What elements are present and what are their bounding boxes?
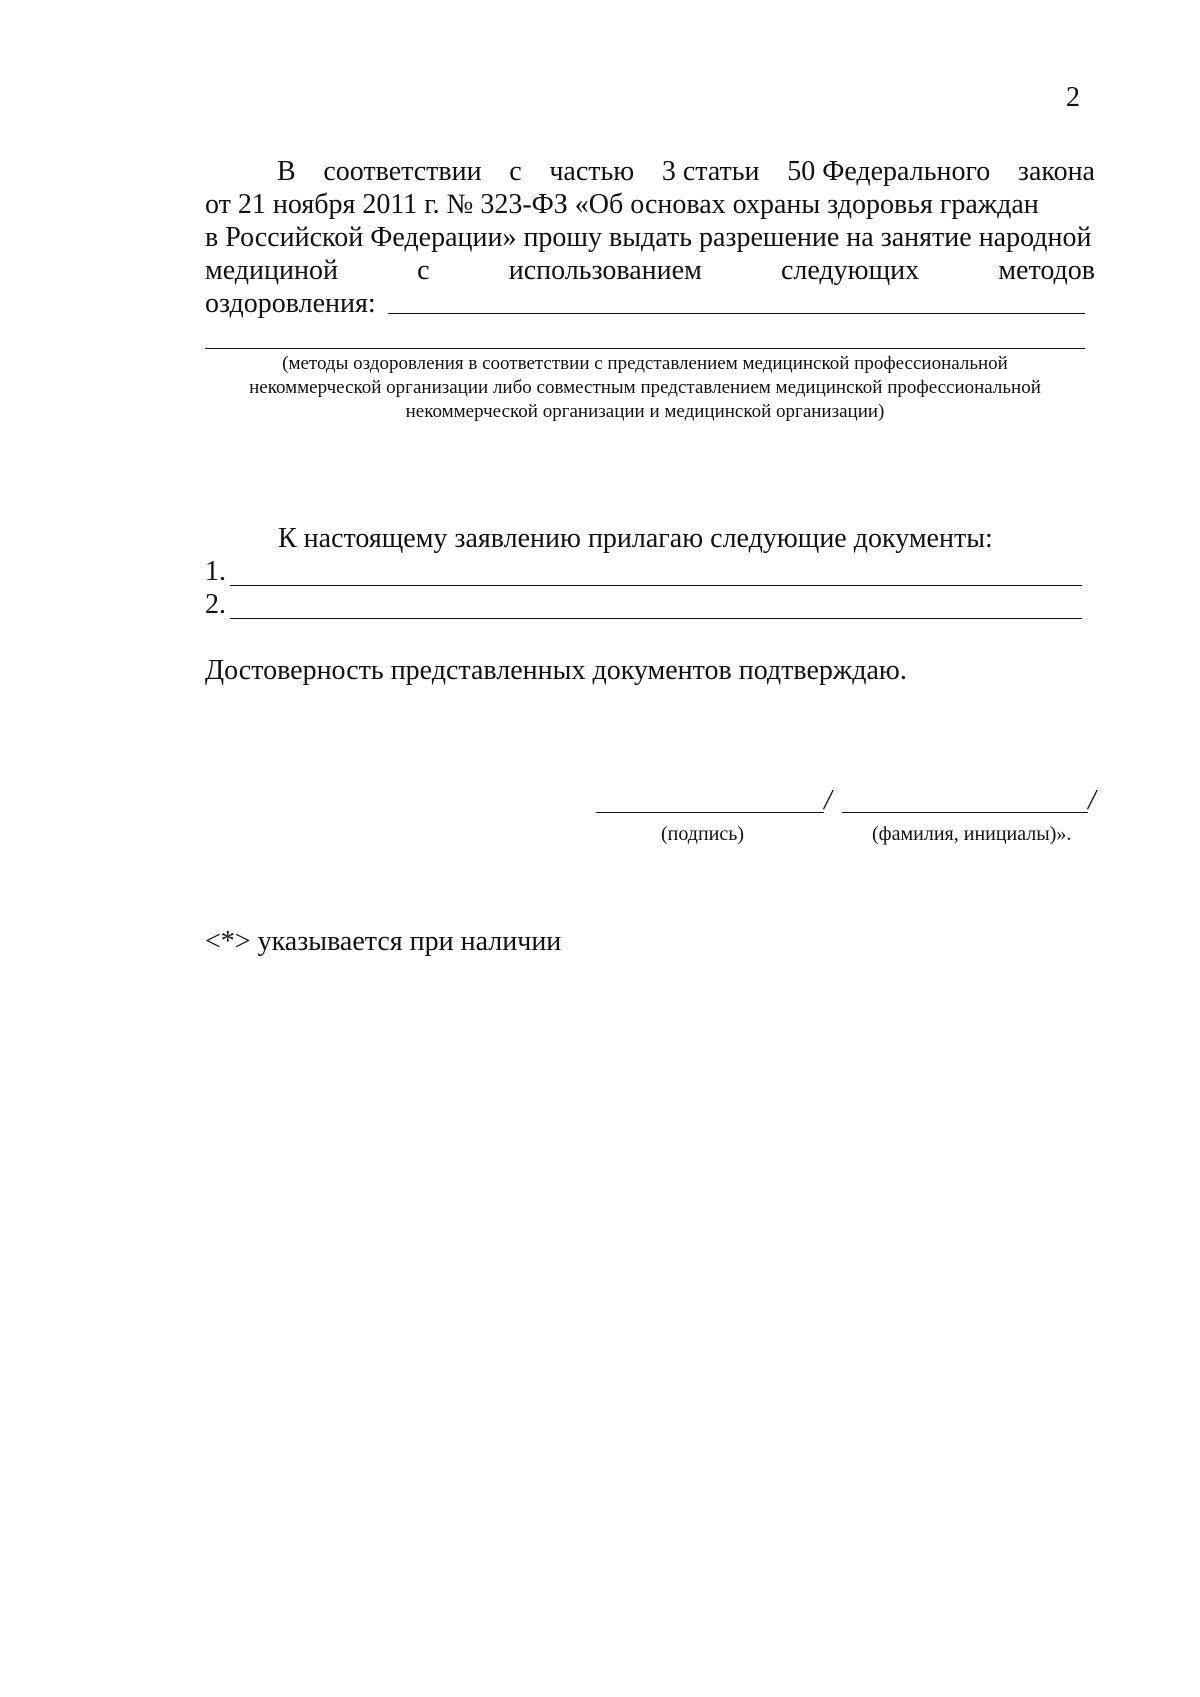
intro-word: методов	[998, 255, 1095, 286]
intro-word: частью	[549, 156, 635, 187]
attachment-item-number: 1.	[205, 556, 226, 587]
intro-line-1	[205, 156, 1095, 188]
name-line	[842, 812, 1088, 813]
intro-word: соответствии	[323, 156, 482, 187]
attachments-heading: К настоящему заявлению прилагаю следующие документы:	[278, 523, 993, 554]
intro-word: медициной	[205, 255, 338, 286]
methods-caption-line-3: некоммерческой организации и медицинской организации)	[405, 401, 885, 422]
signature-separator: /	[824, 785, 832, 816]
attachment-item-line	[230, 618, 1082, 619]
confirmation-text: Достоверность представленных документов подтверждаю.	[205, 655, 907, 686]
name-end-separator: /	[1088, 785, 1096, 816]
intro-word: 50 Федерального	[787, 156, 991, 187]
footnote: <*> указывается при наличии	[205, 926, 562, 957]
methods-field-line-1	[388, 313, 1085, 314]
intro-line-4	[205, 255, 1095, 287]
intro-line-2: от 21 ноября 2011 г. № 323-ФЗ «Об основах охраны здоровья граждан	[205, 189, 1039, 220]
intro-word: использованием	[508, 255, 702, 286]
signature-line	[596, 812, 824, 813]
intro-line-5-label: оздоровления:	[205, 288, 376, 319]
page-number: 2	[1066, 82, 1080, 113]
methods-caption-line-1: (методы оздоровления в соответствии с представлением медицинской профессиональной	[282, 353, 1008, 374]
intro-word: следующих	[780, 255, 920, 286]
intro-word: с	[417, 255, 430, 286]
attachment-item-number: 2.	[205, 589, 226, 620]
intro-line-3: в Российской Федерации» прошу выдать разрешение на занятие народной	[205, 222, 1092, 253]
attachment-item-line	[230, 585, 1082, 586]
intro-word: с	[509, 156, 522, 187]
signature-caption: (подпись)	[661, 823, 745, 845]
intro-word: закона	[1017, 156, 1095, 187]
methods-caption-line-2: некоммерческой организации либо совместным представлением медицинской профессиональной	[249, 377, 1041, 398]
intro-word: В	[277, 156, 296, 187]
methods-field-line-2	[205, 348, 1085, 349]
name-caption: (фамилия, инициалы)».	[872, 823, 1072, 845]
intro-word: 3 статьи	[661, 156, 760, 187]
